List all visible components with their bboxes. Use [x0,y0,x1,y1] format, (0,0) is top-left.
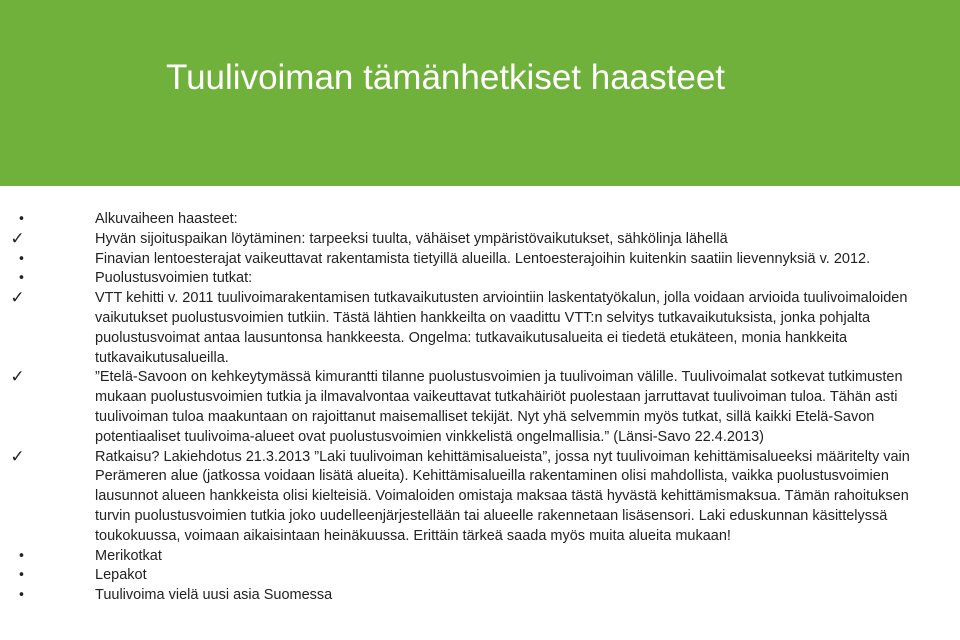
bullet-icon: • [17,251,26,267]
list-item-text: Tuulivoima vielä uusi asia Suomessa [95,587,333,604]
bullet-icon: • [17,271,26,287]
bullet-icon: • [17,212,26,227]
bullet-icon: • [17,548,26,564]
list-item-text: Alkuvaiheen haasteet: [95,211,238,227]
list-item [0,448,960,547]
bullet-icon: • [17,568,26,584]
check-icon: ✓ [10,288,25,309]
list-item-text: VTT kehitti v. 2011 tuulivoimarakentamisen tutkavaikutusten arviointiin laskentatyökalun, jolla voidaan arvioida tuulivoimaloiden vaikutukset puolustusvoimien tutkiin. Tästä lähtien hankkeilta on vaadittu VTT:n selvitys tutkavaikutuksista, jonka pohjalta puolustusvoimat antaa lausuntonsa hankkeesta. Ongelma: tutkavaikutusalueita ei tiedetä etukäteen, monia hankkeita tutkavaikutusalueilla. [95,290,908,366]
list-item [0,566,960,586]
list-item-text: Finavian lentoesterajat vaikeuttavat rakentamista tietyillä alueilla. Lentoesterajoihin kuitenkin saatiin lievennyksiä v. 2012. [95,250,871,267]
bullet-icon: • [17,588,26,604]
list-item-text: Lepakot [95,567,147,584]
list-item-text: Hyvän sijoituspaikan löytäminen: tarpeeksi tuulta, vähäiset ympäristövaikutukset, sähkölinja lähellä [95,230,728,247]
check-icon: ✓ [10,367,25,388]
list-item [0,368,960,447]
list-item [0,230,960,250]
list-item-text: ”Etelä-Savoon on kehkeytymässä kimurantti tilanne puolustusvoimien ja tuulivoiman välille. Tuulivoimalat sotkevat tutkimusten mukaan puolustusvoimien tutkia ja ilmavalvontaa vaikeuttavat tutkahäiriöt puolestaan jarruttavat tuulivoiman tuloa. Tähän asti tuulivoiman tuloa maakuntaan on rajoittanut maisemalliset tekijät. Nyt yhä selvemmin myös tutkat, sillä kaikki Etelä-Savon potentiaaliset tuulivoima-alueet ovat puolustusvoimien vinkkelistä ongelmallisia.” (Länsi-Savo 22.4.2013) [95,369,903,445]
check-icon: ✓ [10,446,25,467]
title-banner [0,0,960,186]
list-item-text: Ratkaisu? Lakiehdotus 21.3.2013 ”Laki tuulivoiman kehittämisalueista”, jossa nyt tuulivoiman kehittämisalueeksi määritelty vain Perämeren alue (jatkossa voidaan lisätä alueita). Kehittämisalueilla rakentaminen olisi mahdollista, vaikka puolustusvoimien lausunnot alueen hankkeista olisi kielteisiä. Voimaloiden omistaja maksaa tästä hyvästä kehittämismaksua. Tämän rahoituksen turvin puolustusvoimien tutkia joko uudelleenjärjestellään tai alueelle rakennetaan lisäsensori. Laki eduskunnan käsittelyssä toukokuussa, voimaan aikaisintaan heinäkuussa. Erittäin tärkeä saada myös muita alueita mukaan! [95,448,910,544]
list-item-text: Merikotkat [95,547,162,564]
slide-body [0,210,960,606]
list-item [0,250,960,270]
list-item [0,269,960,289]
slide-title: Tuulivoiman tämänhetkiset haasteet [166,58,726,97]
list-item [0,586,960,606]
list-item [0,210,960,230]
check-icon: ✓ [10,228,25,249]
list-item [0,547,960,567]
list-item-text: Puolustusvoimien tutkat: [95,270,253,287]
list-item [0,289,960,368]
